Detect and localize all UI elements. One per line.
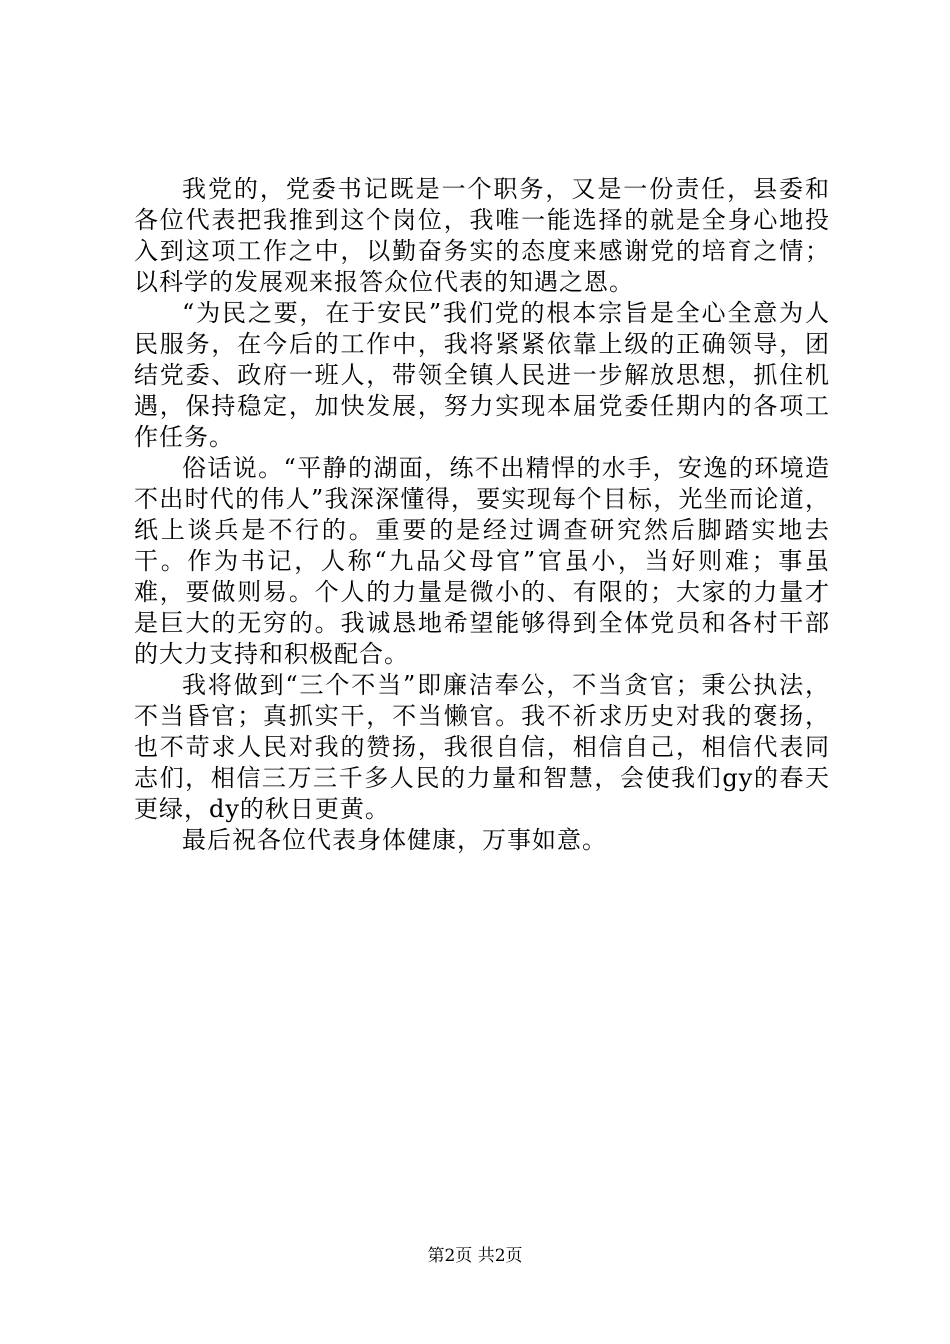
paragraph-2: “为民之要，在于安民”我们党的根本宗旨是全心全意为人民服务，在今后的工作中，我将紧紧依靠上级的正确领导，团结党委、政府一班人，带领全镇人民进一步解放思想，抓住机遇，保持稳定，加快发展，努力实现本届党委任期内的各项工作任务。 <box>134 299 830 451</box>
paragraph-1: 我党的，党委书记既是一个职务，又是一份责任，县委和各位代表把我推到这个岗位，我唯一能选择的就是全身心地投入到这项工作之中，以勤奋务实的态度来感谢党的培育之情；以科学的发展观来报答众位代表的知遇之恩。 <box>134 175 830 296</box>
document-body <box>134 174 830 856</box>
paragraph-5: 最后祝各位代表身体健康，万事如意。 <box>182 826 607 854</box>
paragraph-3: 俗话说。“平静的湖面，练不出精悍的水手，安逸的环境造不出时代的伟人”我深深懂得，要实现每个目标，光坐而论道，纸上谈兵是不行的。重要的是经过调查研究然后脚踏实地去干。作为书记，人称“九品父母官”官虽小，当好则难；事虽难，要做则易。个人的力量是微小的、有限的；大家的力量才是巨大的无穷的。我诚恳地希望能够得到全体党员和各村干部的大力支持和积极配合。 <box>134 454 830 668</box>
paragraph-4: 我将做到“三个不当”即廉洁奉公，不当贪官；秉公执法，不当昏官；真抓实干，不当懒官。我不祈求历史对我的褒扬，也不苛求人民对我的赞扬，我很自信，相信自己，相信代表同志们，相信三万三千多人民的力量和智慧，会使我们gy的春天更绿，dy的秋日更黄。 <box>134 671 830 823</box>
page-footer: 第2页 共2页 <box>427 1246 523 1266</box>
